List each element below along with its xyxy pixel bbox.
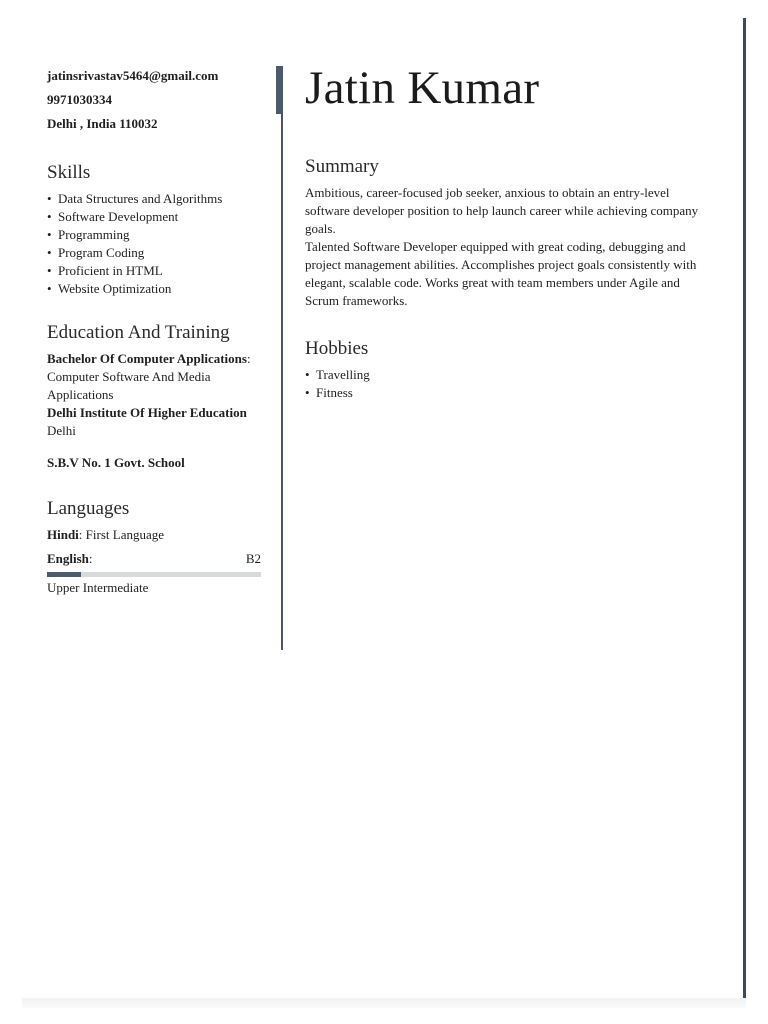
hobbies-section	[305, 338, 715, 402]
skill-item: • Proficient in HTML	[47, 262, 261, 280]
skill-item: • Programming	[47, 226, 261, 244]
language-name: English	[47, 551, 89, 566]
summary-paragraph: Talented Software Developer equipped with great coding, debugging and project management abilities. Accomplishes project goals consistently with elegant, scalable code. Works great with team members under Agile and Scrum frameworks.	[305, 239, 697, 308]
degree-suffix: :	[246, 351, 251, 366]
language-name: Hindi	[47, 527, 79, 542]
language-detail: : First Language	[78, 527, 165, 542]
hobby-item: • Travelling	[305, 366, 715, 384]
skills-section	[47, 162, 261, 298]
page-bottom-shadow	[22, 998, 746, 1008]
language-proficiency-fill	[47, 572, 81, 577]
skills-list	[47, 190, 261, 298]
degree-title: Bachelor Of Computer Applications	[47, 351, 247, 366]
language-level: B2	[245, 551, 261, 566]
candidate-name: Jatin Kumar	[305, 62, 540, 114]
summary-section	[305, 156, 715, 310]
hobbies-heading: Hobbies	[305, 338, 369, 359]
hobby-item: • Fitness	[305, 384, 715, 402]
skills-heading: Skills	[47, 162, 91, 183]
skill-item: • Program Coding	[47, 244, 261, 262]
language-suffix: :	[88, 551, 93, 566]
language-row	[47, 550, 261, 568]
degree-line	[47, 350, 261, 368]
language-hindi	[47, 526, 261, 544]
skill-item: • Data Structures and Algorithms	[47, 190, 261, 208]
education-section	[47, 322, 261, 472]
page-right-border	[743, 18, 746, 1006]
language-proficiency-bar	[47, 572, 261, 577]
contact-phone: 9971030334	[47, 92, 112, 107]
language-level-label: Upper Intermediate	[47, 580, 149, 595]
left-column	[47, 64, 261, 597]
summary-paragraph: Ambitious, career-focused job seeker, anxious to obtain an entry-level software developer position to help launch career while achieving company goals.	[305, 185, 699, 236]
institute-name: Delhi Institute Of Higher Education	[47, 405, 247, 420]
degree-field: Computer Software And Media Applications	[47, 369, 211, 402]
contact-email[interactable]: jatinsrivastav5464@gmail.com	[47, 68, 219, 83]
contact-block	[47, 64, 261, 136]
education-heading: Education And Training	[47, 322, 230, 343]
right-column	[305, 58, 715, 402]
contact-address: Delhi , India 110032	[47, 116, 158, 131]
languages-heading: Languages	[47, 498, 130, 519]
language-english	[47, 550, 261, 597]
languages-section	[47, 498, 261, 597]
divider-accent-bar	[276, 66, 282, 114]
school-name: S.B.V No. 1 Govt. School	[47, 455, 185, 470]
column-divider	[281, 66, 283, 650]
education-entry	[47, 350, 261, 440]
language-label	[47, 550, 93, 568]
skill-item: • Software Development	[47, 208, 261, 226]
institute-city: Delhi	[47, 423, 76, 438]
summary-heading: Summary	[305, 156, 379, 177]
hobbies-list	[305, 366, 715, 402]
skill-item: • Website Optimization	[47, 280, 261, 298]
